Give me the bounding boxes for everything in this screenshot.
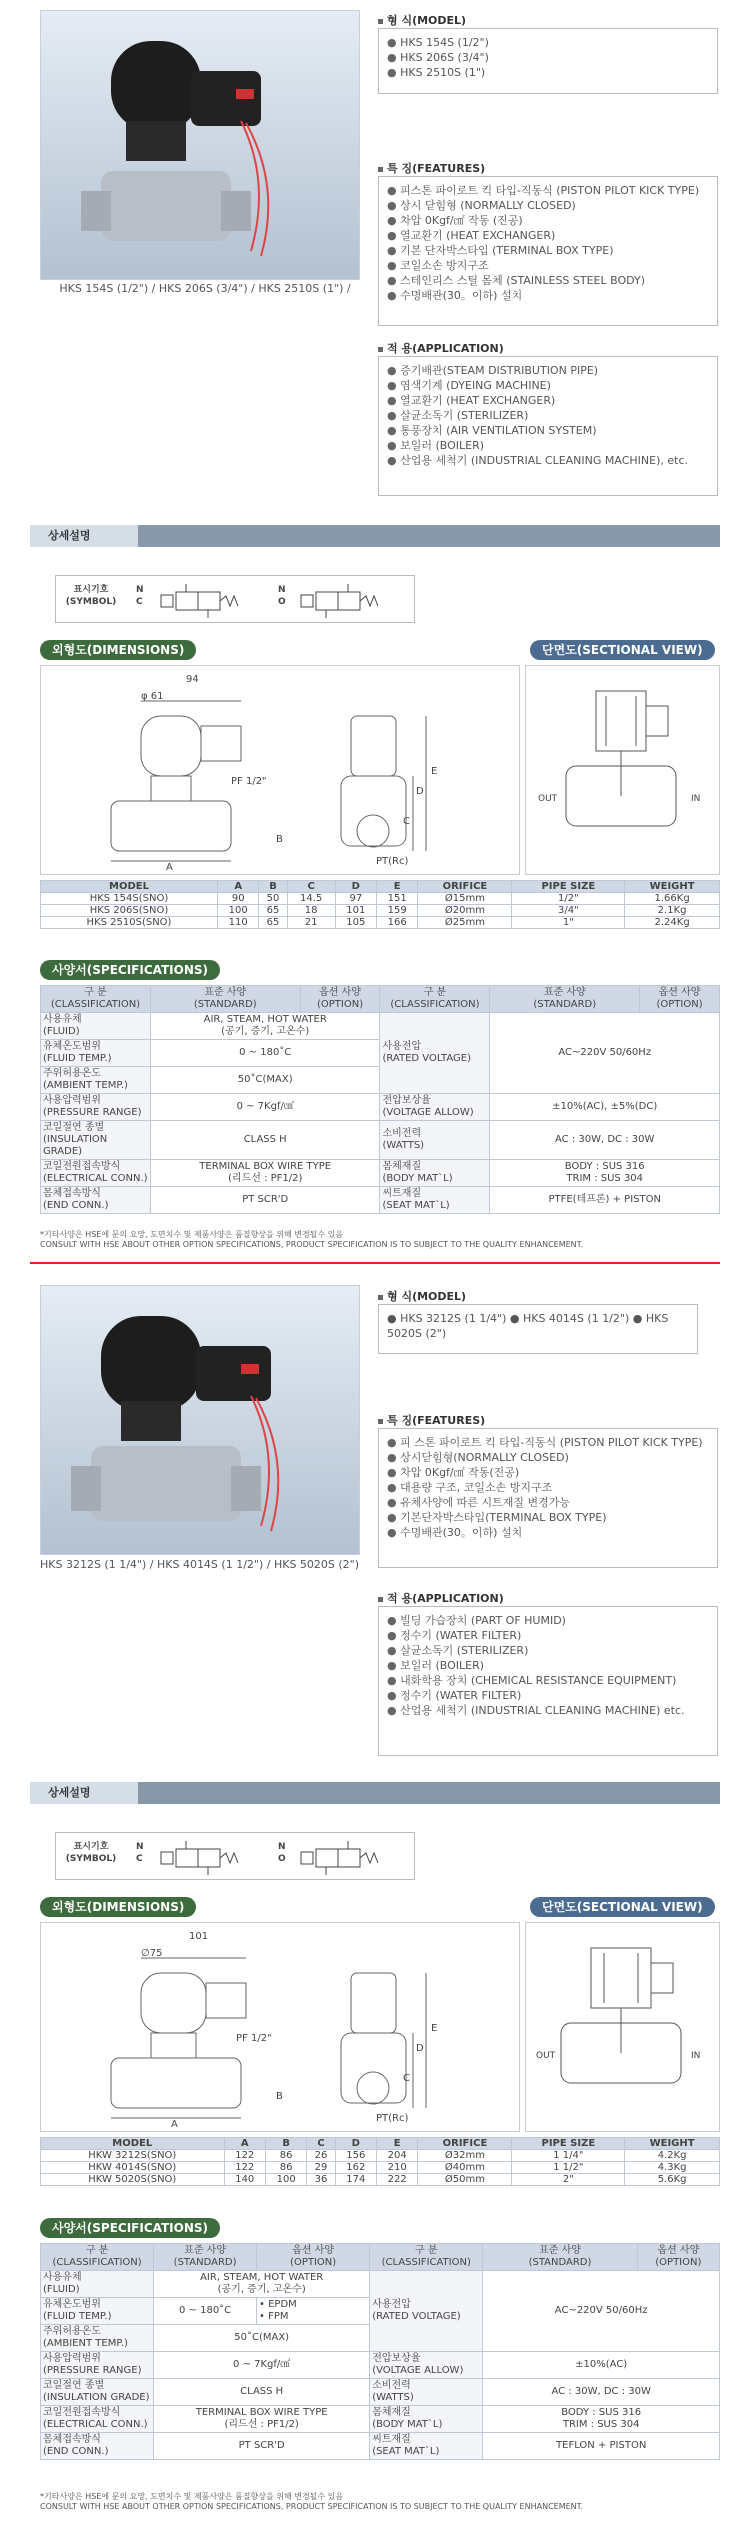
table-row [41,2271,720,2298]
cell: 씨트재질 (SEAT MAT`L) [380,1187,490,1214]
sectional-view-title: 단면도(SECTIONAL VIEW) [530,640,715,660]
table-row [41,2406,720,2433]
feature-item: ● 피스톤 파이로트 킥 타입-직동식 (PISTON PILOT KICK TYPE) [387,183,709,198]
application-item: ● 정수기 (WATER FILTER) [387,1688,709,1703]
cell: HKS 206S(SNO) [41,905,218,917]
dim-label-pf: PF 1/2" [231,776,267,787]
dim-label-c: C [403,816,410,827]
table-row [41,2174,720,2186]
header-cell: D [335,2138,376,2150]
model-item: ● HKS 2510S (1") [387,65,709,80]
detail-bar [30,1782,720,1804]
cell: ±10%(AC) [483,2352,720,2379]
cell: 전압보상율 (VOLTAGE ALLOW) [380,1094,490,1121]
dim-label-phi: ∅75 [141,1948,163,1959]
cell: 97 [335,893,376,905]
cell: 1 1/4" [512,2150,625,2162]
header-cell: B [265,2138,306,2150]
dimensions-title: 외형도(DIMENSIONS) [40,640,196,660]
application-item: ● 살균소독기 (STERILIZER) [387,1643,709,1658]
product-caption: HKS 3212S (1 1/4") / HKS 4014S (1 1/2") / HKS 5020S (2") [40,1558,360,1571]
cell: 몸체접속방식 (END CONN.) [41,1187,151,1214]
header-cell: ORIFICE [418,2138,512,2150]
cell: ±10%(AC), ±5%(DC) [490,1094,720,1121]
header-cell: 표준 사양 (STANDARD) [154,2244,257,2271]
cell: 주위허용온도 (AMBIENT TEMP.) [41,2325,154,2352]
cell: AC~220V 50/60Hz [490,1013,720,1094]
cell: 65 [259,917,287,929]
cell: 씨트재질 (SEAT MAT`L) [370,2433,483,2460]
header-cell: C [287,881,335,893]
cell: 14.5 [287,893,335,905]
cell: 166 [377,917,418,929]
dimension-drawing [40,665,520,875]
specification-table [40,2243,720,2460]
table-row [41,2379,720,2406]
cell: 몸체접속방식 (END CONN.) [41,2433,154,2460]
dim-label-b: B [276,834,283,845]
application-item: ● 내화학용 장치 (CHEMICAL RESISTANCE EQUIPMENT) [387,1673,709,1688]
cell: Ø15mm [418,893,512,905]
application-box [378,1606,718,1756]
header-cell: B [259,881,287,893]
cell: 사용압력범위 (PRESSURE RANGE) [41,1094,151,1121]
cell: 0 ~ 7Kgf/㎠ [150,1094,380,1121]
features-box [378,176,718,326]
dim-label-e: E [431,766,438,777]
header-cell: 옵션 사양 (OPTION) [257,2244,370,2271]
cell: 전압보상율 (VOLTAGE ALLOW) [370,2352,483,2379]
feature-item: ● 차압 0Kgf/㎠ 작동(진공) [387,1465,709,1480]
cell: 유체온도범위 (FLUID TEMP.) [41,1040,151,1067]
in-label: IN [691,794,701,804]
table-row [41,1013,720,1040]
dimensions-title: 외형도(DIMENSIONS) [40,1897,196,1917]
header-cell: MODEL [41,2138,225,2150]
cell: Ø32mm [418,2150,512,2162]
application-item: ● 산업용 세척기 (INDUSTRIAL CLEANING MACHINE), etc. [387,453,709,468]
application-item: ● 산업용 세척기 (INDUSTRIAL CLEANING MACHINE) etc. [387,1703,709,1718]
cell: 86 [265,2150,306,2162]
cell: AIR, STEAM, HOT WATER (공기, 증기, 고온수) [150,1013,380,1040]
dimension-drawing [40,1922,520,2132]
model-item: ● HKS 154S (1/2") [387,35,709,50]
cell: PT SCR'D [154,2433,370,2460]
dim-label-a: A [171,2119,178,2130]
cell: 코일전원접속방식 (ELECTRICAL CONN.) [41,2406,154,2433]
cell: CLASS H [154,2379,370,2406]
application-box [378,356,718,496]
cell: 1.66Kg [625,893,720,905]
nc-label: N C [136,1842,144,1864]
header-cell: 구 분 (CLASSIFICATION) [380,986,490,1013]
header-cell: PIPE SIZE [512,881,625,893]
dim-label-phi: φ 61 [141,691,164,702]
model-box [378,28,718,94]
application-item: ● 열교환기 (HEAT EXCHANGER) [387,393,709,408]
header-cell: 구 분 (CLASSIFICATION) [41,2244,154,2271]
cell: AIR, STEAM, HOT WATER (공기, 증기, 고온수) [154,2271,370,2298]
cell: AC : 30W, DC : 30W [483,2379,720,2406]
cell: 2" [512,2174,625,2186]
cell: 100 [265,2174,306,2186]
product-photo [40,1285,360,1555]
model-title: 형 식(MODEL) [378,1288,466,1304]
header-cell: WEIGHT [625,2138,720,2150]
detail-bar-label: 상세설명 [30,525,138,547]
cell: 몸체재질 (BODY MAT`L) [370,2406,483,2433]
header-cell: A [224,2138,265,2150]
application-item: ● 증기배관(STEAM DISTRIBUTION PIPE) [387,363,709,378]
no-label: N O [278,1842,286,1864]
cell: Ø20mm [418,905,512,917]
cell: 159 [377,905,418,917]
header-cell: 표준 사양 (STANDARD) [150,986,300,1013]
header-cell: 표준 사양 (STANDARD) [483,2244,637,2271]
dim-label-width: 94 [186,674,199,685]
header-cell: 옵션 사양 (OPTION) [640,986,720,1013]
header-cell: E [377,2138,418,2150]
cell: HKW 3212S(SNO) [41,2150,225,2162]
cell: 4.3Kg [625,2162,720,2174]
cell: 코일전원접속방식 (ELECTRICAL CONN.) [41,1160,151,1187]
feature-item: ● 기본 단자박스타입 (TERMINAL BOX TYPE) [387,243,709,258]
footnote: *기타사양은 HSE에 문의 요망, 도면치수 및 제품사양은 품질향상을 위해 변경될수 있음 CONSULT WITH HSE ABOUT OTHER OPTION SPECIFICATIONS, PRODUCT SPECIFICATION IS TO SUBJECT TO THE QUALITY ENHANCEMENT. [40,1230,584,1249]
cell: 1 1/2" [512,2162,625,2174]
cell: 소비전력 (WATTS) [380,1121,490,1160]
application-item: ● 보일러 (BOILER) [387,438,709,453]
specification-table [40,985,720,1214]
sectional-drawing-svg [526,1923,721,2133]
dim-label-pf: PF 1/2" [236,2033,272,2044]
symbol-label: 표시기호 (SYMBOL) [65,1842,117,1864]
cell: AC : 30W, DC : 30W [490,1121,720,1160]
feature-item: ● 열교환기 (HEAT EXCHANGER) [387,228,709,243]
product-photo [40,10,360,280]
valve-photo-illustration [41,1286,361,1556]
cell: 유체온도범위 (FLUID TEMP.) [41,2298,154,2325]
feature-item: ● 수명배관(30。이하) 설치 [387,288,709,303]
cell: 122 [224,2162,265,2174]
cell: 174 [335,2174,376,2186]
cell: 주위허용온도 (AMBIENT TEMP.) [41,1067,151,1094]
section-divider [30,1262,720,1264]
feature-item: ● 상시닫힘형(NORMALLY CLOSED) [387,1450,709,1465]
cell: 140 [224,2174,265,2186]
application-item: ● 통풍장치 (AIR VENTILATION SYSTEM) [387,423,709,438]
cell: 사용전압 (RATED VOLTAGE) [370,2271,483,2352]
cell: BODY : SUS 316 TRIM : SUS 304 [483,2406,720,2433]
cell: 110 [218,917,259,929]
cell: 105 [335,917,376,929]
cell: 사용전압 (RATED VOLTAGE) [380,1013,490,1094]
feature-item: ● 차압 0Kgf/㎠ 작동 (진공) [387,213,709,228]
product-caption: HKS 154S (1/2") / HKS 206S (3/4") / HKS 2510S (1") / [59,282,351,295]
sectional-drawing-svg [526,666,721,876]
specifications-title: 사양서(SPECIFICATIONS) [40,2218,220,2238]
header-cell: WEIGHT [625,881,720,893]
features-box [378,1428,718,1568]
dim-label-a: A [166,862,173,873]
table-row [41,1160,720,1187]
cell: HKW 5020S(SNO) [41,2174,225,2186]
dim-label-b: B [276,2091,283,2102]
detail-bar-label: 상세설명 [30,1782,138,1804]
application-item: ● 정수기 (WATER FILTER) [387,1628,709,1643]
header-cell: ORIFICE [418,881,512,893]
cell: 2.1Kg [625,905,720,917]
symbol-row [55,575,415,623]
model-title: 형 식(MODEL) [378,12,466,28]
application-item: ● 빌딩 가습장치 (PART OF HUMID) [387,1613,709,1628]
cell: TERMINAL BOX WIRE TYPE (리드선 : PF1/2) [154,2406,370,2433]
sectional-drawing [525,1922,720,2132]
cell: 3/4" [512,905,625,917]
cell: AC~220V 50/60Hz [483,2271,720,2352]
cell: 100 [218,905,259,917]
table-row [41,905,720,917]
cell: 50 [259,893,287,905]
detail-bar [30,525,720,547]
sectional-drawing [525,665,720,875]
dim-label-pt: PT(Rc) [376,856,409,867]
application-item: ● 살균소독기 (STERILIZER) [387,408,709,423]
cell: 36 [307,2174,335,2186]
no-symbol-icon [296,580,411,620]
out-label: OUT [536,2051,556,2061]
cell: 151 [377,893,418,905]
cell: 사용압력범위 (PRESSURE RANGE) [41,2352,154,2379]
table-row [41,893,720,905]
cell: 65 [259,905,287,917]
cell: 몸체재질 (BODY MAT`L) [380,1160,490,1187]
cell: 50˚C(MAX) [150,1067,380,1094]
feature-item: ● 유체사양에 따른 시트재질 변경가능 [387,1495,709,1510]
header-cell: 구 분 (CLASSIFICATION) [41,986,151,1013]
no-symbol-icon [296,1837,411,1877]
dimension-table [40,2137,720,2186]
header-cell: 표준 사양 (STANDARD) [490,986,640,1013]
cell: Ø50mm [418,2174,512,2186]
cell: HKS 154S(SNO) [41,893,218,905]
cell: 0 ~ 180˚C [150,1040,380,1067]
table-header-row [41,2138,720,2150]
cell: PT SCR'D [150,1187,380,1214]
cell: 210 [377,2162,418,2174]
dimension-table [40,880,720,929]
cell: 4.2Kg [625,2150,720,2162]
dim-label-pt: PT(Rc) [376,2113,409,2124]
cell: PTFE(테프론) + PISTON [490,1187,720,1214]
feature-item: ● 수명배관(30。이하) 설치 [387,1525,709,1540]
cell: 29 [307,2162,335,2174]
symbol-label: 표시기호 (SYMBOL) [65,585,117,607]
header-cell: A [218,881,259,893]
model-box: ● HKS 3212S (1 1/4") ● HKS 4014S (1 1/2") ● HKS 5020S (2") [378,1304,698,1354]
feature-item: ● 코일소손 방지구조 [387,258,709,273]
table-header-row [41,986,720,1013]
cell: 0 ~ 180˚C [154,2298,257,2325]
feature-item: ● 기본단자박스타입(TERMINAL BOX TYPE) [387,1510,709,1525]
cell: 사용유체 (FLUID) [41,1013,151,1040]
cell: 122 [224,2150,265,2162]
dim-label-d: D [416,2043,424,2054]
cell: 1" [512,917,625,929]
cell: HKS 2510S(SNO) [41,917,218,929]
features-title: 특 징(FEATURES) [378,160,485,176]
cell: 2.24Kg [625,917,720,929]
cell: 90 [218,893,259,905]
cell: 21 [287,917,335,929]
application-item: ● 염색기계 (DYEING MACHINE) [387,378,709,393]
application-item: ● 보일러 (BOILER) [387,1658,709,1673]
feature-item: ● 상시 닫힘형 (NORMALLY CLOSED) [387,198,709,213]
table-row [41,2150,720,2162]
cell: 204 [377,2150,418,2162]
application-title: 적 용(APPLICATION) [378,1590,504,1606]
cell: BODY : SUS 316 TRIM : SUS 304 [490,1160,720,1187]
cell: 101 [335,905,376,917]
table-row [41,2433,720,2460]
cell: Ø25mm [418,917,512,929]
header-cell: D [335,881,376,893]
header-cell: 구 분 (CLASSIFICATION) [370,2244,483,2271]
header-cell: 옵션 사양 (OPTION) [637,2244,719,2271]
symbol-row [55,1832,415,1880]
feature-item: ● 스테인리스 스틸 몸체 (STAINLESS STEEL BODY) [387,273,709,288]
nc-symbol-icon [156,1837,276,1877]
feature-item: ● 피 스톤 파이로트 킥 타입-직동식 (PISTON PILOT KICK TYPE) [387,1435,709,1450]
cell: 소비전력 (WATTS) [370,2379,483,2406]
cell: CLASS H [150,1121,380,1160]
cell: 5.6Kg [625,2174,720,2186]
cell: 162 [335,2162,376,2174]
header-cell: C [307,2138,335,2150]
valve-photo-illustration [41,11,361,281]
footnote: *기타사양은 HSE에 문의 요망, 도면치수 및 제품사양은 품질향상을 위해 변경될수 있음 CONSULT WITH HSE ABOUT OTHER OPTION SPECIFICATIONS, PRODUCT SPECIFICATION IS TO SUBJECT TO THE QUALITY ENHANCEMENT. [40,2492,584,2511]
cell: 156 [335,2150,376,2162]
table-row [41,2162,720,2174]
cell: 0 ~ 7Kgf/㎠ [154,2352,370,2379]
cell: 18 [287,905,335,917]
cell: 코일절연 종별 (INSULATION GRADE) [41,1121,151,1160]
nc-label: N C [136,585,144,607]
out-label: OUT [538,794,558,804]
table-row [41,1094,720,1121]
model-item: ● HKS 206S (3/4") [387,50,709,65]
cell: 26 [307,2150,335,2162]
cell: HKW 4014S(SNO) [41,2162,225,2174]
cell: 1/2" [512,893,625,905]
table-row [41,2352,720,2379]
sectional-view-title: 단면도(SECTIONAL VIEW) [530,1897,715,1917]
cell: Ø40mm [418,2162,512,2174]
table-row [41,917,720,929]
no-label: N O [278,585,286,607]
cell: TEFLON + PISTON [483,2433,720,2460]
table-row [41,1187,720,1214]
cell: 코일절연 종별 (INSULATION GRADE) [41,2379,154,2406]
table-row [41,1121,720,1160]
header-cell: PIPE SIZE [512,2138,625,2150]
specifications-title: 사양서(SPECIFICATIONS) [40,960,220,980]
feature-item: ● 대용량 구조, 코일소손 방지구조 [387,1480,709,1495]
header-cell: MODEL [41,881,218,893]
cell: TERMINAL BOX WIRE TYPE (리드선 : PF1/2) [150,1160,380,1187]
nc-symbol-icon [156,580,276,620]
features-title: 특 징(FEATURES) [378,1412,485,1428]
dim-label-d: D [416,786,424,797]
table-header-row [41,881,720,893]
dim-label-e: E [431,2023,438,2034]
cell: 86 [265,2162,306,2174]
cell: 사용유체 (FLUID) [41,2271,154,2298]
in-label: IN [691,2051,701,2061]
dim-label-width: 101 [189,1931,209,1942]
application-title: 적 용(APPLICATION) [378,340,504,356]
cell: 222 [377,2174,418,2186]
header-cell: E [377,881,418,893]
header-cell: 옵션 사양 (OPTION) [300,986,380,1013]
cell: 50˚C(MAX) [154,2325,370,2352]
table-header-row [41,2244,720,2271]
dim-label-c: C [403,2073,410,2084]
cell: • EPDM • FPM [257,2298,370,2325]
